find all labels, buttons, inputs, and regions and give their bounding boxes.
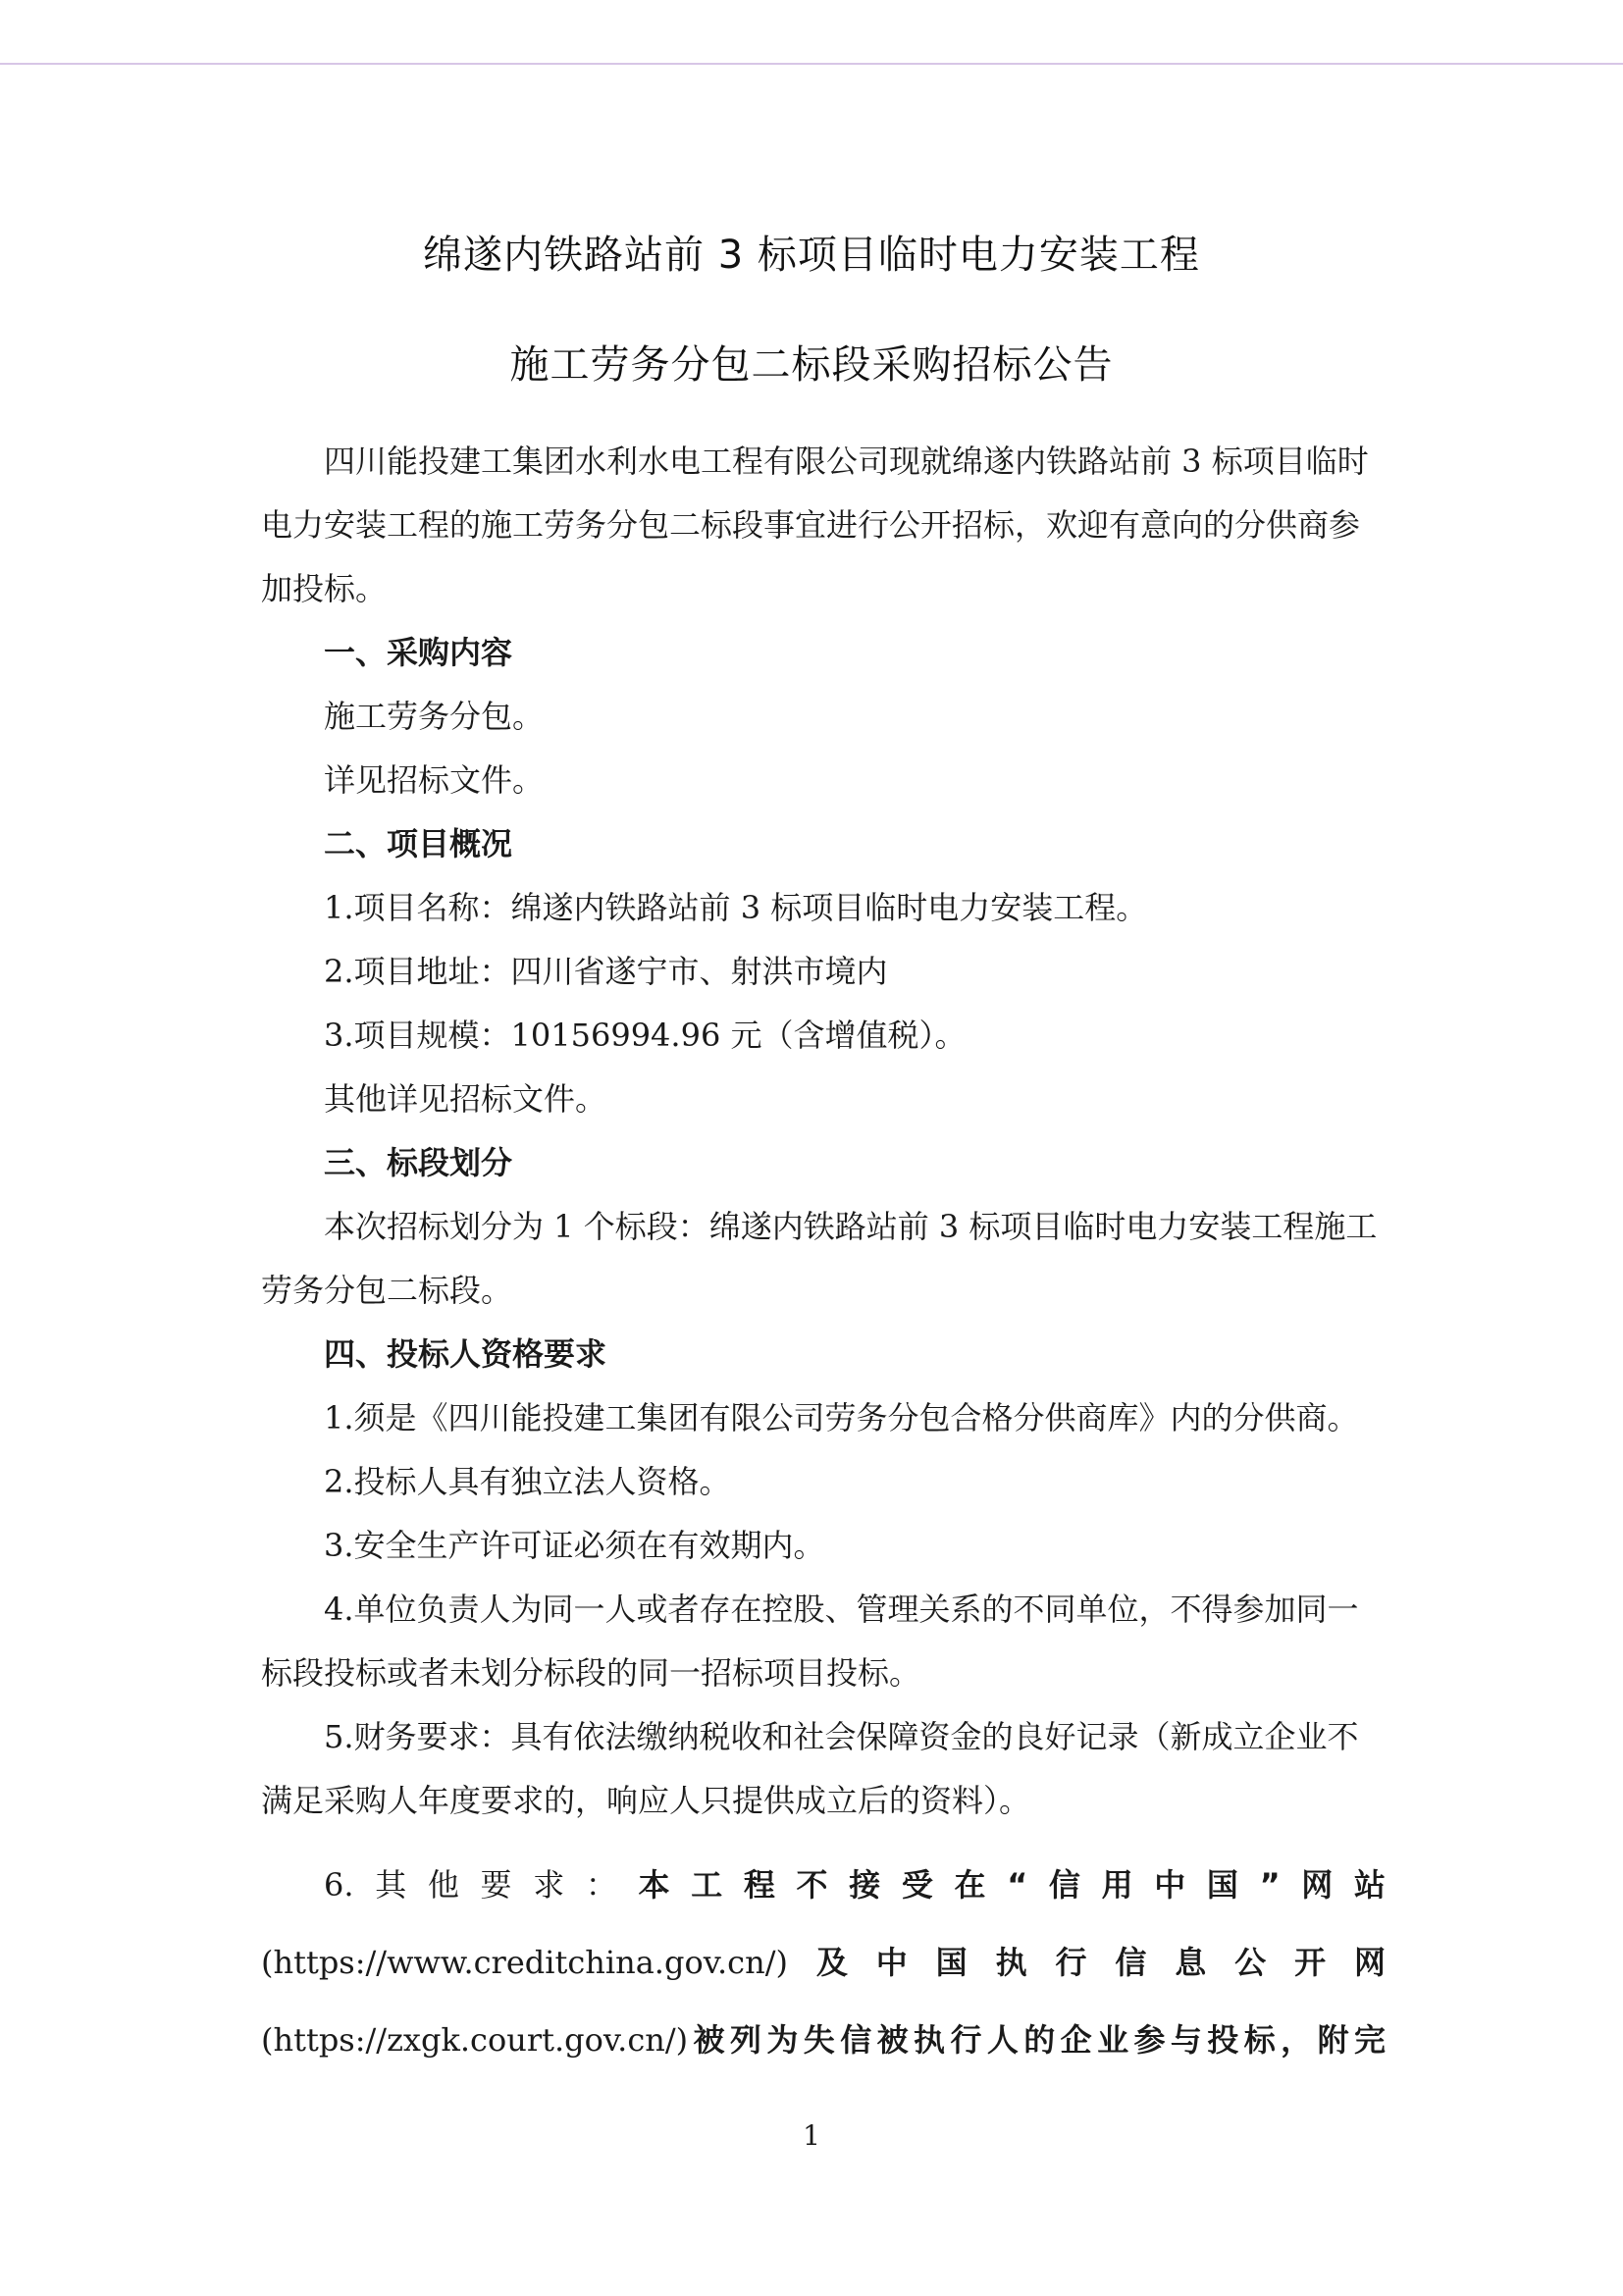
- requirement-6-bold-text: 本工程不接受在“信用中国”网站: [638, 1866, 1386, 1904]
- project-address-line: 2.项目地址：四川省遂宁市、射洪市境内: [324, 953, 888, 990]
- requirement-item-6-line-3: [261, 2002, 1386, 2079]
- procurement-line: 详见招标文件。: [324, 761, 545, 799]
- requirement-6-label: 6.其他要求：: [324, 1866, 639, 1904]
- project-other-line: 其他详见招标文件。: [324, 1080, 607, 1118]
- document-title-line-1: 绵遂内铁路站前 3 标项目临时电力安装工程: [423, 233, 1200, 278]
- requirement-item-6-line-1: [261, 1847, 1386, 1924]
- project-scale-line: 3.项目规模：10156994.96 元（含增值税）。: [324, 1017, 967, 1054]
- requirement-item: 1.须是《四川能投建工集团有限公司劳务分包合格分供商库》内的分供商。: [324, 1399, 1359, 1436]
- requirement-6-bold-text: 及中国执行信息公开网: [787, 1944, 1386, 1981]
- intro-paragraph: 四川能投建工集团水利水电工程有限公司现就绵遂内铁路站前 3 标项目临时电力安装工程的施工劳务分包二标段事宜进行公开招标，欢迎有意向的分供商参加投标。: [261, 443, 1369, 607]
- procurement-line: 施工劳务分包。: [324, 698, 545, 735]
- section-heading-procurement-content: 一、采购内容: [324, 634, 513, 671]
- requirement-item: 2.投标人具有独立法人资格。: [324, 1463, 731, 1500]
- requirement-item: 5.财务要求：具有依法缴纳税收和社会保障资金的良好记录（新成立企业不满足采购人年度要求的，响应人只提供成立后的资料）。: [261, 1718, 1359, 1819]
- zxgk-url: (https://zxgk.court.gov.cn/): [261, 2021, 689, 2059]
- creditchina-url: (https://www.creditchina.gov.cn/): [261, 1944, 788, 1981]
- page-number: 1: [803, 2119, 820, 2152]
- requirement-item: 3.安全生产许可证必须在有效期内。: [324, 1527, 825, 1564]
- section-heading-project-overview: 二、项目概况: [324, 825, 513, 862]
- document-body: [261, 430, 1386, 2079]
- section-heading-lot-division: 三、标段划分: [324, 1144, 513, 1181]
- document-title-line-2: 施工劳务分包二标段采购招标公告: [509, 342, 1114, 388]
- requirement-6-bold-text: 被列为失信被执行人的企业参与投标，附完: [688, 2021, 1386, 2059]
- project-name-line: 1.项目名称：绵遂内铁路站前 3 标项目临时电力安装工程。: [324, 889, 1148, 926]
- section-heading-bidder-requirements: 四、投标人资格要求: [324, 1335, 607, 1373]
- requirement-item: 4.单位负责人为同一人或者存在控股、管理关系的不同单位，不得参加同一标段投标或者未划分标段的同一招标项目投标。: [261, 1591, 1359, 1692]
- requirement-item-6-line-2: [261, 1924, 1386, 2002]
- top-divider-line: [0, 63, 1623, 65]
- lot-division-paragraph: 本次招标划分为 1 个标段：绵遂内铁路站前 3 标项目临时电力安装工程施工劳务分包二标段。: [261, 1208, 1378, 1309]
